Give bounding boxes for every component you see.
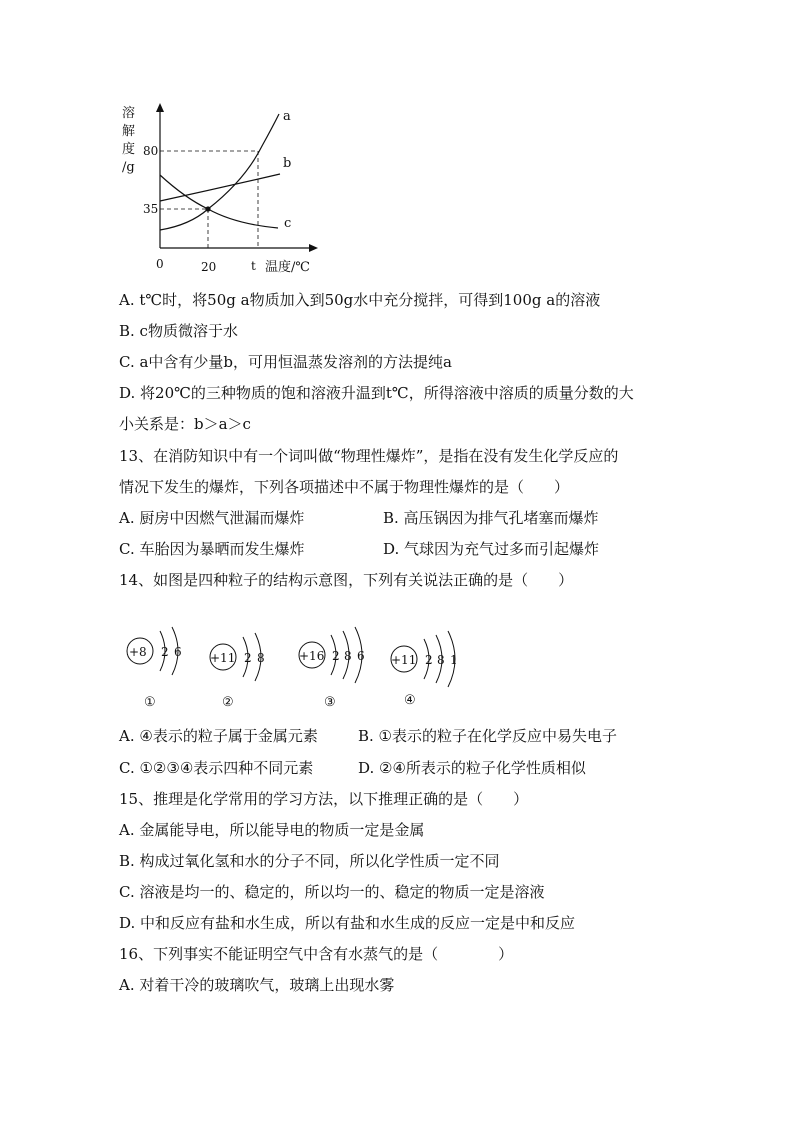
q13-option-b: B. 高压锅因为排气孔堵塞而爆炸: [383, 509, 599, 527]
q14-stem: 14、如图是四种粒子的结构示意图，下列有关说法正确的是（ ）: [119, 571, 574, 589]
label-c: c: [284, 216, 292, 231]
q13-stem-line2: 情况下发生的爆炸，下列各项描述中不属于物理性爆炸的是（ ）: [119, 478, 570, 496]
particle-4-nucleus: +11: [391, 653, 417, 667]
intersection-point: [205, 206, 210, 211]
particle-2-nucleus: +11: [210, 651, 236, 665]
particle-1-shell-2: 6: [174, 645, 182, 659]
particle-3-label: ③: [324, 695, 336, 710]
particle-2-shell-2: 8: [257, 651, 265, 665]
label-a: a: [283, 109, 291, 124]
x-tick-20: 20: [201, 260, 217, 274]
particle-1-nucleus: +8: [129, 645, 147, 659]
origin-label: 0: [156, 257, 164, 271]
y-label-char-4: /g: [122, 160, 135, 175]
q16-stem: 16、下列事实不能证明空气中含有水蒸气的是（ ）: [119, 945, 514, 963]
y-tick-35: 35: [143, 202, 159, 216]
y-label-char-1: 溶: [122, 106, 136, 121]
curve-c: [160, 175, 278, 228]
q13-option-d: D. 气球因为充气过多而引起爆炸: [383, 540, 600, 558]
particle-4-shell-2: 8: [437, 653, 445, 667]
q15-option-d: D. 中和反应有盐和水生成，所以有盐和水生成的反应一定是中和反应: [119, 914, 576, 932]
q14-option-b: B. ①表示的粒子在化学反应中易失电子: [358, 727, 618, 745]
q12-option-c: C. a中含有少量b，可用恒温蒸发溶剂的方法提纯a: [119, 353, 452, 371]
x-axis-label: 温度/℃: [265, 260, 310, 275]
q12-option-d: D. 将20℃的三种物质的饱和溶液升温到t℃，所得溶液中溶质的质量分数的大: [119, 384, 634, 402]
y-axis-arrow: [156, 103, 164, 112]
particle-4: [391, 631, 458, 708]
particle-3-shell-1: 2: [332, 649, 340, 663]
particle-3-nucleus: +16: [299, 649, 325, 663]
particle-4-shell-1: 2: [425, 653, 433, 667]
q15-option-c: C. 溶液是均一的、稳定的，所以均一的、稳定的物质一定是溶液: [119, 883, 545, 901]
curve-b: [160, 174, 280, 201]
q12-option-d-cont: 小关系是：b＞a＞c: [119, 415, 251, 433]
particle-1: [127, 627, 182, 710]
q15-stem: 15、推理是化学常用的学习方法，以下推理正确的是（ ）: [119, 790, 529, 808]
y-label-char-2: 解: [122, 124, 136, 139]
particle-3-shell-3: 6: [357, 649, 365, 663]
label-b: b: [283, 156, 292, 171]
q14-option-d: D. ②④所表示的粒子化学性质相似: [358, 759, 586, 777]
particle-2-shell-1: 2: [244, 651, 252, 665]
q12-option-a: A. t℃时，将50g a物质加入到50g水中充分搅拌，可得到100g a的溶液: [119, 291, 601, 309]
particle-3-shell-2: 8: [344, 649, 352, 663]
q15-option-b: B. 构成过氧化氢和水的分子不同，所以化学性质一定不同: [119, 852, 500, 870]
particle-4-label: ④: [404, 693, 416, 708]
particle-1-label: ①: [144, 695, 156, 710]
q15-option-a: A. 金属能导电，所以能导电的物质一定是金属: [119, 821, 425, 839]
q16-option-a: A. 对着干冷的玻璃吹气，玻璃上出现水雾: [119, 976, 395, 994]
q12-option-b: B. c物质微溶于水: [119, 322, 238, 340]
q14-option-c: C. ①②③④表示四种不同元素: [119, 759, 314, 777]
particle-2: [210, 633, 265, 710]
atomic-structure-diagrams: [115, 610, 475, 710]
x-tick-t: t: [251, 259, 256, 273]
particle-2-label: ②: [222, 695, 234, 710]
particle-3: [299, 627, 365, 710]
y-label-char-3: 度: [122, 142, 136, 157]
particle-4-shell-3: 1: [450, 653, 458, 667]
q13-option-a: A. 厨房中因燃气泄漏而爆炸: [119, 509, 305, 527]
x-axis-arrow: [309, 244, 318, 252]
solubility-chart: [110, 100, 350, 280]
particle-1-shell-1: 2: [161, 645, 169, 659]
q13-stem-line1: 13、在消防知识中有一个词叫做“物理性爆炸”，是指在没有发生化学反应的: [119, 447, 619, 465]
q14-option-a: A. ④表示的粒子属于金属元素: [119, 727, 318, 745]
y-tick-80: 80: [143, 144, 159, 158]
q13-option-c: C. 车胎因为暴晒而发生爆炸: [119, 540, 305, 558]
curve-a: [160, 114, 279, 230]
